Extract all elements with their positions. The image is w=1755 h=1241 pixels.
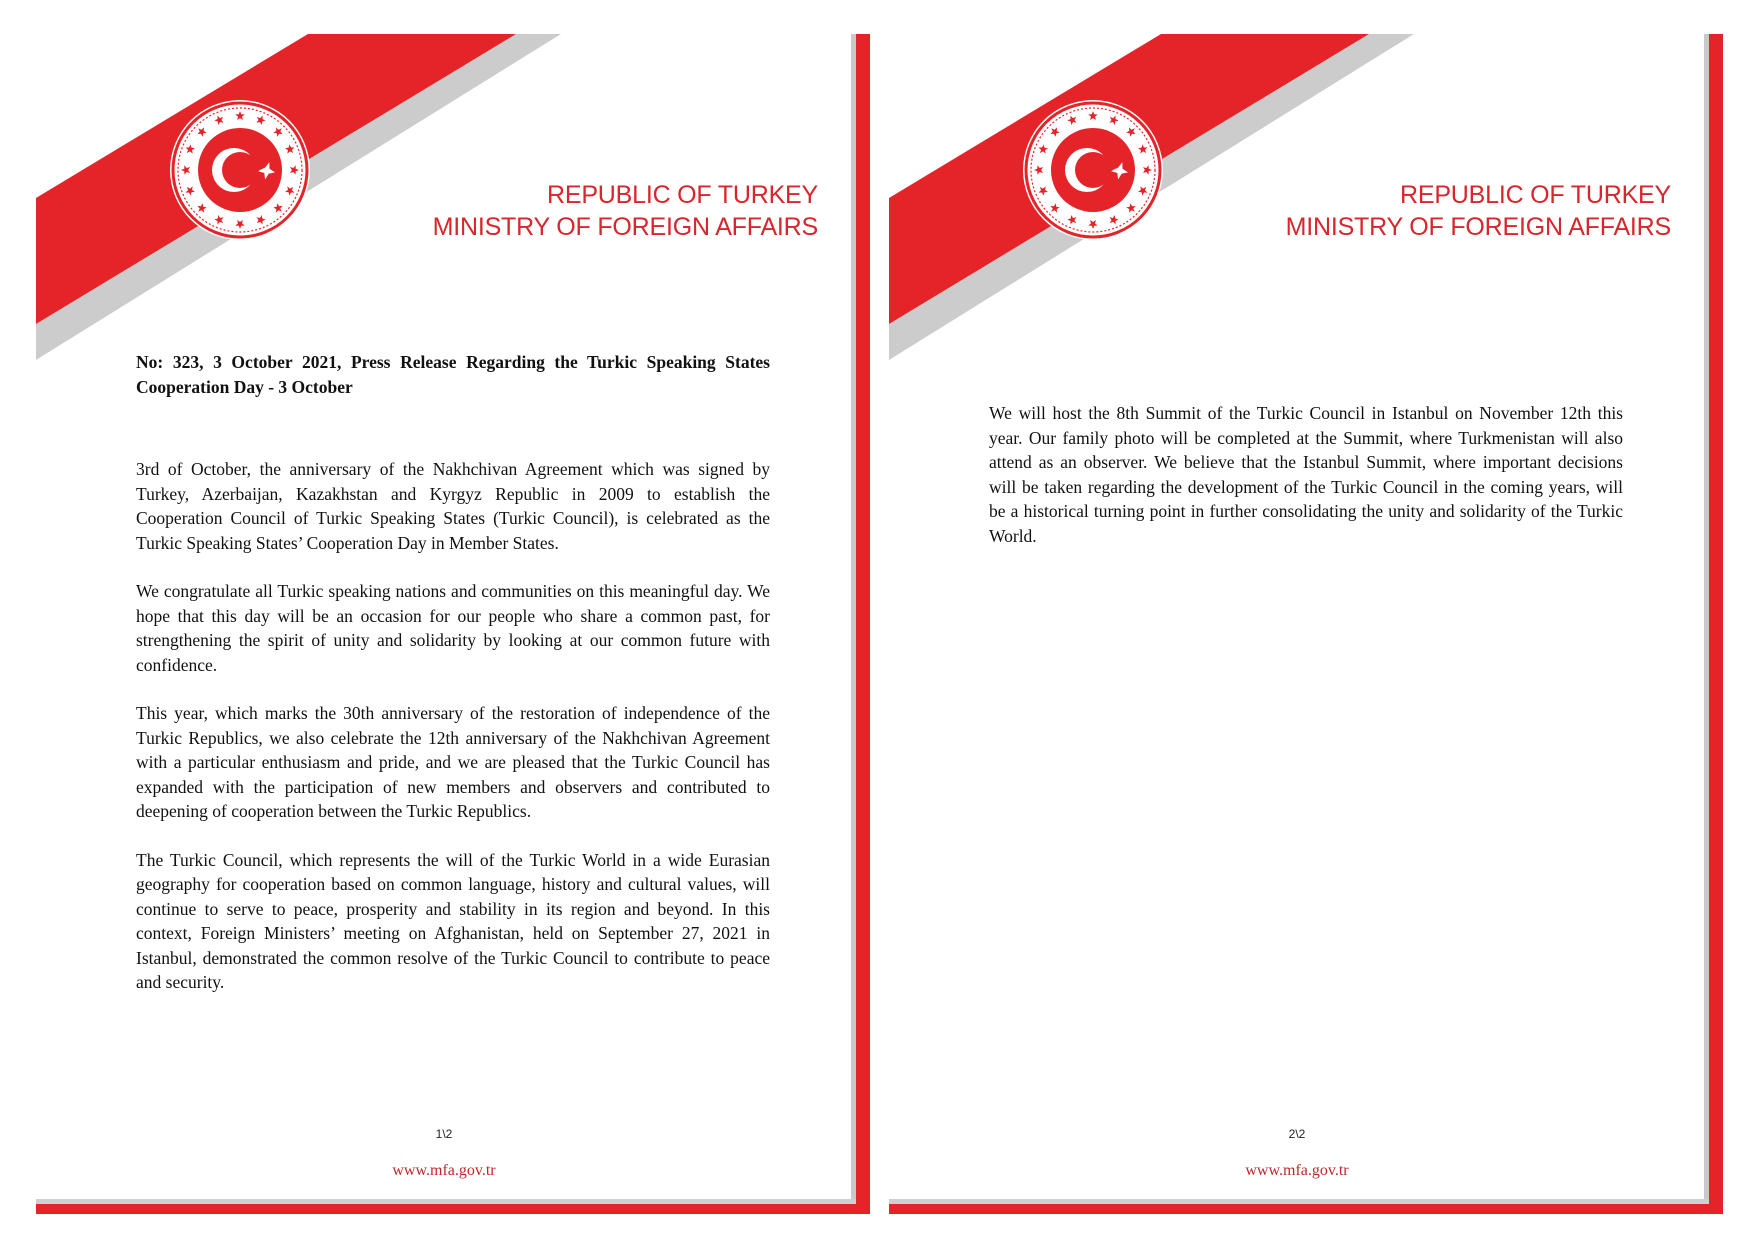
page-edge-red-right xyxy=(1709,34,1723,1214)
page-edge-red-right xyxy=(856,34,870,1214)
page-number: 1\2 xyxy=(435,1127,453,1141)
page-edge-red-bottom xyxy=(36,1204,870,1214)
press-release-body-page-2 xyxy=(989,401,1623,572)
body-paragraph: 3rd of October, the anniversary of the Nakhchivan Agreement which was signed by Turkey, Azerbaijan, Kazakhstan and Kyrgyz Republic in 2009 to establish the Cooperation Council of Turkic Speaking States (Turkic Council), is celebrated as the Turkic Speaking States’ Cooperation Day in Member States. xyxy=(136,459,770,553)
press-release-title: No: 323, 3 October 2021, Press Release Regarding the Turkic Speaking States Cooperation Day - 3 October xyxy=(136,352,770,397)
website-footer-link[interactable]: www.mfa.gov.tr xyxy=(392,1162,496,1179)
ministry-name: MINISTRY OF FOREIGN AFFAIRS xyxy=(432,213,818,241)
press-release-body-page-1 xyxy=(136,457,770,1019)
body-paragraph: This year, which marks the 30th anniversary of the restoration of independence of the Turkic Republics, we also celebrate the 12th anniversary of the Nakhchivan Agreement with a particular enthusiasm and pride, and we are pleased that the Turkic Council has expanded with the participation of new members and observers and contributed to deepening of cooperation between the Turkic Republics. xyxy=(136,703,770,821)
body-paragraph: We congratulate all Turkic speaking nations and communities on this meaningful day. We hope that this day will be an occasion for our people who share a common past, for strengthening the spirit of unity and solidarity by looking at our common future with confidence. xyxy=(136,581,770,675)
page-edge-red-bottom xyxy=(889,1204,1723,1214)
body-paragraph: We will host the 8th Summit of the Turkic Council in Istanbul on November 12th this year. Our family photo will be completed at the Summit, where Turkmenistan will also attend as an observer. We believe that the Istanbul Summit, where important decisions will be taken regarding the development of the Turkic Council in the coming years, will be a historical turning point in further consolidating the unity and solidarity of the Turkic World. xyxy=(989,403,1623,546)
country-name: REPUBLIC OF TURKEY xyxy=(547,181,818,209)
website-footer-link[interactable]: www.mfa.gov.tr xyxy=(1245,1162,1349,1179)
document-page-2 xyxy=(889,34,1723,1214)
ministry-header xyxy=(1286,179,1671,243)
ministry-header xyxy=(433,179,818,243)
body-paragraph: The Turkic Council, which represents the will of the Turkic World in a wide Eurasian geography for cooperation based on common language, history and cultural values, will continue to serve to peace, prosperity and stability in its region and beyond. In this context, Foreign Ministers’ meeting on Afghanistan, held on September 27, 2021 in Istanbul, demonstrated the common resolve of the Turkic Council to contribute to peace and security. xyxy=(136,849,770,992)
country-name: REPUBLIC OF TURKEY xyxy=(1400,181,1671,209)
turkish-emblem-seal-icon xyxy=(1021,98,1165,242)
ministry-name: MINISTRY OF FOREIGN AFFAIRS xyxy=(1285,213,1671,241)
turkish-emblem-seal-icon xyxy=(168,98,312,242)
page-number: 2\2 xyxy=(1288,1127,1306,1141)
document-page-1 xyxy=(36,34,870,1214)
